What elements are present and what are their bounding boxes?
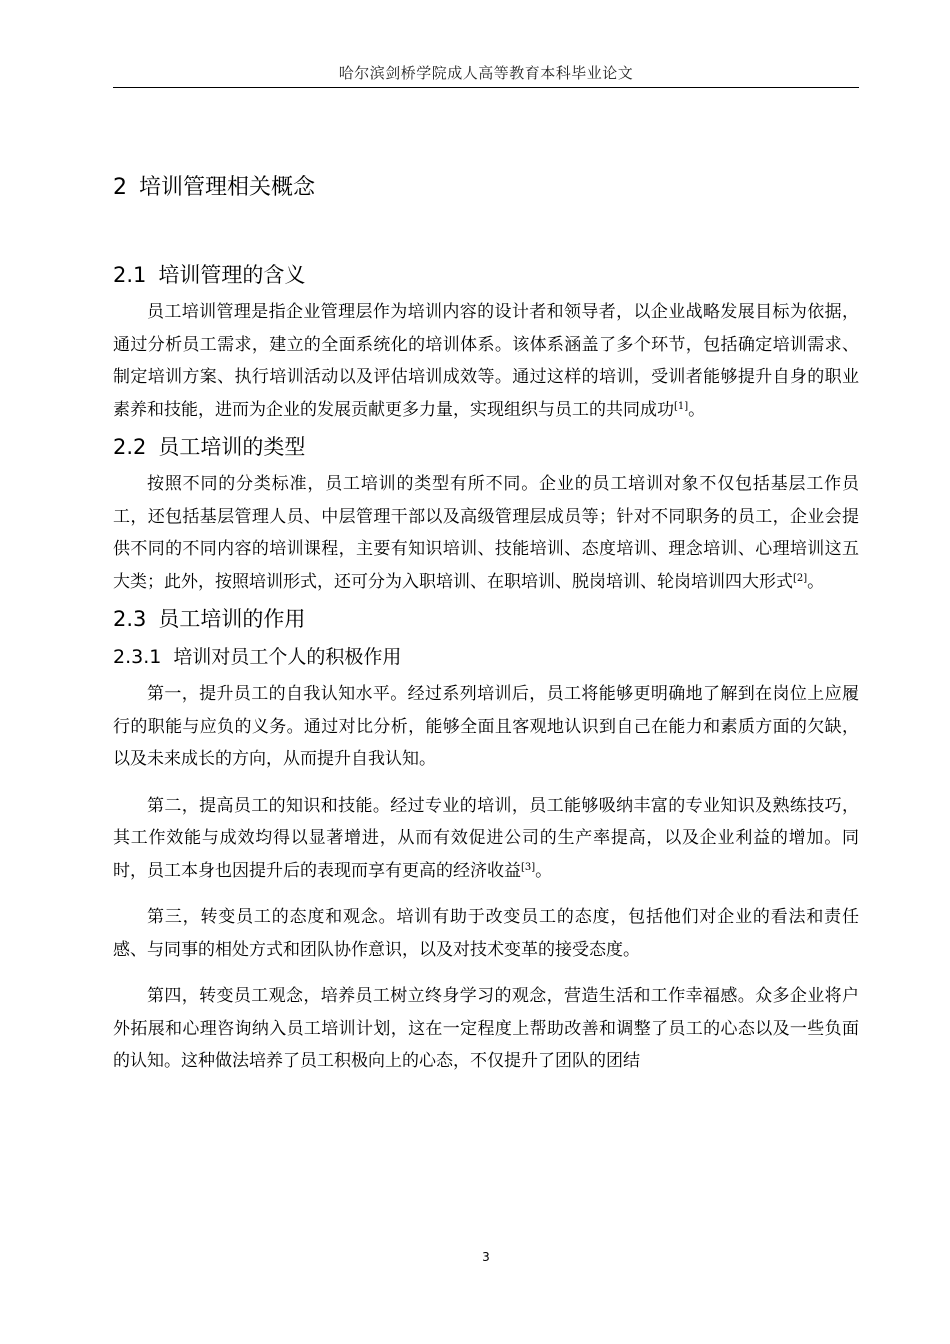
- subsection-paragraph-3: [113, 901, 859, 966]
- paragraph-text: 按照不同的分类标准，员工培训的类型有所不同。企业的员工培训对象不仅包括基层工作员工，还包括基层管理人员、中层管理干部以及高级管理层成员等；针对不同职务的员工，企业会提供不同的不同内容的培训课程，主要有知识培训、技能培训、态度培训、理念培训、心理培训这五大类；此外，按照培训形式，还可分为入职培训、在职培训、脱岗培训、轮岗培训四大形式: [113, 474, 859, 592]
- citation: [3]: [521, 861, 536, 873]
- citation: [2]: [793, 572, 808, 584]
- running-header: 哈尔滨剑桥学院成人高等教育本科毕业论文: [338, 64, 634, 82]
- section-heading-2-2: [113, 430, 859, 464]
- subsection-paragraph-1: [113, 678, 859, 776]
- section-heading-2-3: [113, 602, 859, 636]
- section-number: 2.3: [113, 607, 147, 631]
- paragraph-text: 员工培训管理是指企业管理层作为培训内容的设计者和领导者，以企业战略发展目标为依据，通过分析员工需求，建立的全面系统化的培训体系。该体系涵盖了多个环节，包括确定培训需求、制定培训方案、执行培训活动以及评估培训成效等。通过这样的培训，受训者能够提升自身的职业素养和技能，进而为企业的发展贡献更多力量，实现组织与员工的共同成功: [113, 302, 859, 420]
- header-rule: [113, 87, 859, 88]
- section-heading-2-1: [113, 258, 859, 292]
- subsection-number: 2.3.1: [113, 646, 162, 668]
- section-number: 2.2: [113, 435, 147, 459]
- paragraph-tail: 。: [807, 571, 825, 592]
- page-content: [113, 170, 859, 1086]
- paragraph-tail: 。: [535, 860, 553, 881]
- chapter-heading: [113, 170, 859, 206]
- subsection-paragraph-4: [113, 980, 859, 1078]
- subsection-paragraph-2: [113, 790, 859, 888]
- section-title: 员工培训的类型: [158, 435, 306, 459]
- paragraph-text: 第四，转变员工观念，培养员工树立终身学习的观念，营造生活和工作幸福感。众多企业将户外拓展和心理咨询纳入员工培训计划，这在一定程度上帮助改善和调整了员工的心态以及一些负面的认知。这种做法培养了员工积极向上的心态，不仅提升了团队的团结: [113, 986, 859, 1071]
- page-number: 3: [482, 1250, 490, 1264]
- chapter-title: 培训管理相关概念: [139, 175, 316, 200]
- citation: [1]: [674, 400, 689, 412]
- paragraph-tail: 。: [688, 399, 706, 420]
- section-2-2-paragraph: [113, 468, 859, 598]
- section-title: 员工培训的作用: [158, 607, 306, 631]
- section-2-1-paragraph: [113, 296, 859, 426]
- subsection-title: 培训对员工个人的积极作用: [173, 646, 402, 668]
- paragraph-text: 第二，提高员工的知识和技能。经过专业的培训，员工能够吸纳丰富的专业知识及熟练技巧，其工作效能与成效均得以显著增进，从而有效促进公司的生产率提高，以及企业利益的增加。同时，员工本身也因提升后的表现而享有更高的经济收益: [113, 795, 859, 881]
- section-title: 培训管理的含义: [158, 263, 306, 287]
- paragraph-text: 第一，提升员工的自我认知水平。经过系列培训后，员工将能够更明确地了解到在岗位上应履行的职能与应负的义务。通过对比分析，能够全面且客观地认识到自己在能力和素质方面的欠缺，以及未来成长的方向，从而提升自我认知。: [113, 684, 859, 769]
- subsection-heading-2-3-1: [113, 640, 859, 674]
- section-number: 2.1: [113, 263, 147, 287]
- paragraph-text: 第三，转变员工的态度和观念。培训有助于改变员工的态度，包括他们对企业的看法和责任感、与同事的相处方式和团队协作意识，以及对技术变革的接受态度。: [113, 907, 859, 960]
- chapter-number: 2: [113, 175, 127, 200]
